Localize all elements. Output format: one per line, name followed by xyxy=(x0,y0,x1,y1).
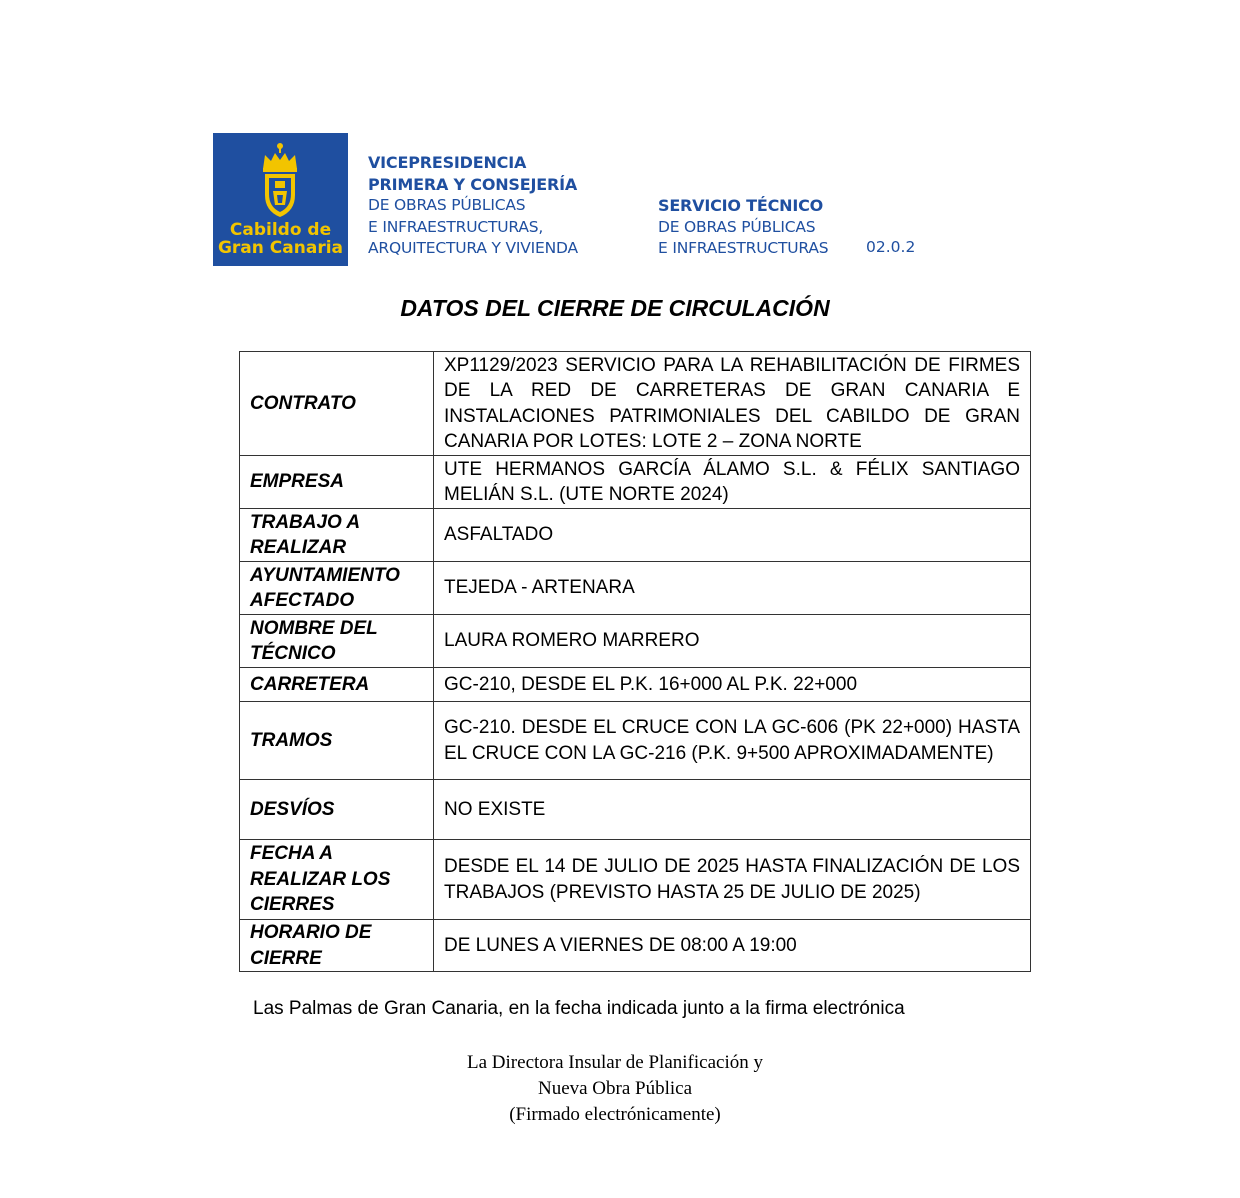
service-code: 02.0.2 xyxy=(866,238,916,256)
signatory-title-line-1: La Directora Insular de Planificación y xyxy=(467,1052,763,1073)
service-line-1: SERVICIO TÉCNICO xyxy=(658,196,824,215)
electronic-signature-note: (Firmado electrónicamente) xyxy=(509,1104,721,1125)
row-value: ASFALTADO xyxy=(434,509,1031,562)
row-label: EMPRESA xyxy=(240,456,434,509)
cabildo-logo xyxy=(213,133,348,266)
department-heading xyxy=(368,152,578,260)
place-and-date: Las Palmas de Gran Canaria, en la fecha indicada junto a la firma electrónica xyxy=(253,998,905,1019)
department-line-4: E INFRAESTRUCTURAS, xyxy=(368,217,544,236)
row-label: TRABAJO A REALIZAR xyxy=(240,509,434,562)
table-row-trabajo xyxy=(240,509,1031,562)
service-line-3: E INFRAESTRUCTURAS xyxy=(658,239,829,257)
department-line-3: DE OBRAS PÚBLICAS xyxy=(368,196,526,214)
logo-text-line1: Cabildo de xyxy=(229,220,332,240)
signatory-title-line-2: Nueva Obra Pública xyxy=(537,1078,693,1099)
department-line-5: ARQUITECTURA Y VIVIENDA xyxy=(368,239,578,257)
table-row-horario xyxy=(240,920,1031,972)
table-row-ayuntamiento xyxy=(240,562,1031,615)
row-value: XP1129/2023 SERVICIO PARA LA REHABILITACIÓN DE FIRMES DE LA RED DE CARRETERAS DE GRAN CANARIA E INSTALACIONES PATRIMONIALES DEL CABILDO DE GRAN CANARIA POR LOTES: LOTE 2 – ZONA NORTE xyxy=(434,352,1031,456)
row-label: DESVÍOS xyxy=(240,780,434,840)
department-line-1: VICEPRESIDENCIA xyxy=(368,153,527,172)
table-row-carretera xyxy=(240,668,1031,702)
logo-text-line2: Gran Canaria xyxy=(217,238,344,258)
table-row-contrato xyxy=(240,352,1031,456)
closure-data-table xyxy=(239,351,1031,972)
row-value: DE LUNES A VIERNES DE 08:00 A 19:00 xyxy=(434,920,1031,972)
service-line-2: DE OBRAS PÚBLICAS xyxy=(658,217,816,236)
coat-of-arms-icon xyxy=(213,133,348,223)
row-value: GC-210, DESDE EL P.K. 16+000 AL P.K. 22+000 xyxy=(434,668,1031,702)
document-title: DATOS DEL CIERRE DE CIRCULACIÓN xyxy=(400,295,830,321)
row-label: NOMBRE DEL TÉCNICO xyxy=(240,615,434,668)
row-value: GC-210. DESDE EL CRUCE CON LA GC-606 (PK 22+000) HASTA EL CRUCE CON LA GC-216 (P.K. 9+500 APROXIMADAMENTE) xyxy=(434,702,1031,780)
table-row-empresa xyxy=(240,456,1031,509)
row-label: CONTRATO xyxy=(240,352,434,456)
row-value: TEJEDA - ARTENARA xyxy=(434,562,1031,615)
row-value: DESDE EL 14 DE JULIO DE 2025 HASTA FINALIZACIÓN DE LOS TRABAJOS (PREVISTO HASTA 25 DE JULIO DE 2025) xyxy=(434,840,1031,920)
table-row-fecha xyxy=(240,840,1031,920)
department-line-2: PRIMERA Y CONSEJERÍA xyxy=(368,174,578,194)
row-label: AYUNTAMIENTO AFECTADO xyxy=(240,562,434,615)
row-value: NO EXISTE xyxy=(434,780,1031,840)
row-label: FECHA A REALIZAR LOS CIERRES xyxy=(240,840,434,920)
row-value: UTE HERMANOS GARCÍA ÁLAMO S.L. & FÉLIX SANTIAGO MELIÁN S.L. (UTE NORTE 2024) xyxy=(434,456,1031,509)
table-row-desvios xyxy=(240,780,1031,840)
row-label: HORARIO DE CIERRE xyxy=(240,920,434,972)
service-heading xyxy=(658,195,828,260)
table-row-tramos xyxy=(240,702,1031,780)
row-label: TRAMOS xyxy=(240,702,434,780)
row-value: LAURA ROMERO MARRERO xyxy=(434,615,1031,668)
row-label: CARRETERA xyxy=(240,668,434,702)
table-row-tecnico xyxy=(240,615,1031,668)
